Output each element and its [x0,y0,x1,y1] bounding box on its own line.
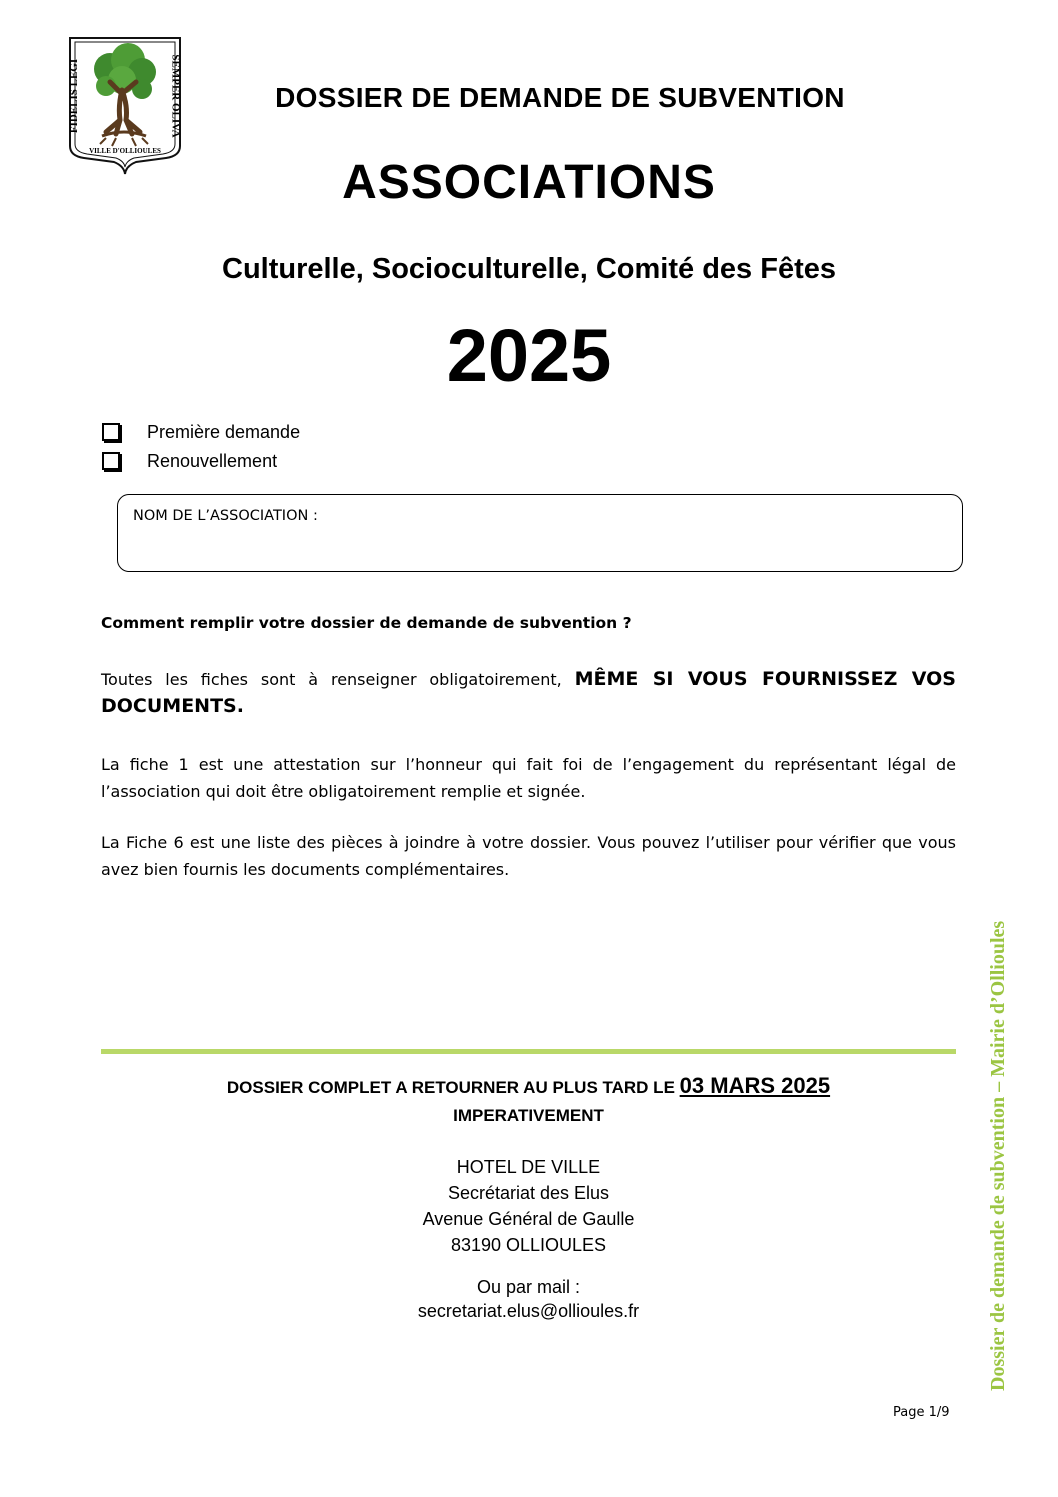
association-category: Culturelle, Socioculturelle, Comité des Fêtes [222,253,836,285]
association-name-field[interactable] [117,494,963,572]
page-number: Page 1/9 [893,1405,950,1420]
year: 2025 [446,314,612,397]
checkbox-icon[interactable] [102,452,120,470]
instructions-heading: Comment remplir votre dossier de demande de subvention ? [101,614,632,632]
crest-motto-right: SEMPER OLIVA [170,54,183,138]
emphasis-text: MÊME SI VOUS FOURNISSEZ VOS DOCUMENTS. [101,668,956,717]
association-name-label: NOM DE L’ASSOCIATION : [133,508,318,524]
address-line: Secrétariat des Elus [447,1183,610,1203]
crest-motto-left: FIDELIS LEGI [68,58,80,134]
document-subtitle: ASSOCIATIONS [342,156,716,209]
side-footer-text: Dossier de demande de subvention – Mairie d’Ollioules [987,920,1009,1391]
option-first-request[interactable] [102,419,300,445]
instructions-paragraph-2: La fiche 1 est une attestation sur l’honneur qui fait foi de l’engagement du représentant légal de l’association qui doit être obligatoirement remplie et signée. [101,755,956,801]
deadline-block [101,1072,956,1130]
checkbox-icon[interactable] [102,423,120,441]
instructions-paragraph-1 [101,666,956,720]
address-line: Avenue Général de Gaulle [422,1209,635,1229]
instructions-paragraph-3: La Fiche 6 est une liste des pièces à joindre à votre dossier. Vous pouvez l’utiliser pour vérifier que vous avez bien fournis les documents complémentaires. [101,833,956,879]
option-label: Première demande [147,421,301,442]
option-renewal[interactable] [102,448,277,474]
option-label: Renouvellement [147,450,278,471]
address-block [101,1154,956,1258]
green-divider [101,1049,956,1054]
address-line: 83190 OLLIOULES [450,1235,607,1255]
deadline-date: 03 MARS 2025 [679,1073,831,1098]
address-line: HOTEL DE VILLE [456,1157,601,1177]
deadline-text: DOSSIER COMPLET A RETOURNER AU PLUS TARD LE [226,1078,675,1097]
paragraph-text: Toutes les fiches sont à renseigner obligatoirement, [101,670,562,689]
deadline-note: IMPERATIVEMENT [453,1106,604,1125]
mail-block [101,1275,956,1323]
email-link[interactable]: secretariat.elus@ollioules.fr [417,1301,640,1321]
mail-label: Ou par mail : [476,1277,581,1297]
crest-town-label: VILLE D'OLLIOULES [89,147,161,155]
document-title: DOSSIER DE DEMANDE DE SUBVENTION [275,82,845,113]
